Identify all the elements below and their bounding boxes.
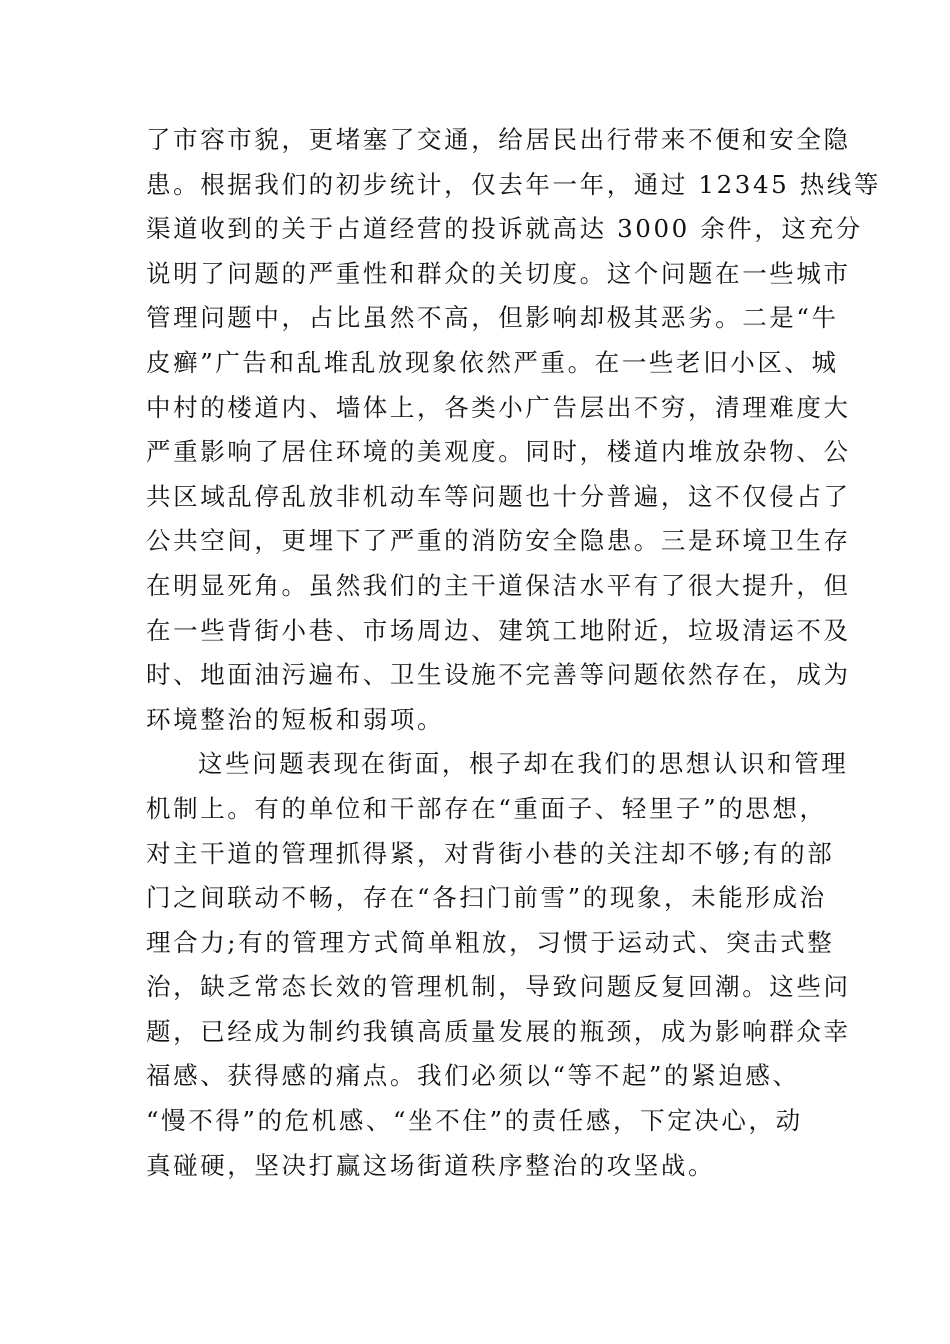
paragraph-2-line-4: 门之间联动不畅，存在“各扫门前雪”的现象，未能形成治 — [146, 883, 827, 913]
paragraph-1-line-12: 在一些背街小巷、市场周边、建筑工地附近，垃圾清运不及 — [146, 615, 851, 645]
paragraph-1-line-1: 了市容市貌，更堵塞了交通，给居民出行带来不便和安全隐 — [146, 125, 851, 154]
document-body — [146, 118, 882, 1188]
paragraph-2-line-7: 题，已经成为制约我镇高质量发展的瓶颈，成为影响群众幸 — [146, 1016, 851, 1046]
paragraph-1-line-5: 管理问题中，占比虽然不高，但影响却极其恶劣。二是“牛 — [146, 303, 839, 333]
paragraph-1-line-9: 共区域乱停乱放非机动车等问题也十分普遍，这不仅侵占了 — [146, 481, 851, 511]
paragraph-1-line-11: 在明显死角。虽然我们的主干道保洁水平有了很大提升，但 — [146, 570, 851, 600]
paragraph-1-line-2: 患。根据我们的初步统计，仅去年一年，通过 12345 热线等 — [146, 169, 882, 199]
paragraph-1-line-6: 皮癣”广告和乱堆乱放现象依然严重。在一些老旧小区、城 — [146, 347, 839, 377]
paragraph-2-line-5: 理合力;有的管理方式简单粗放，习惯于运动式、突击式整 — [146, 927, 835, 957]
paragraph-1-line-7: 中村的楼道内、墙体上，各类小广告层出不穷，清理难度大 — [146, 392, 851, 422]
paragraph-2-line-3: 对主干道的管理抓得紧，对背街小巷的关注却不够;有的部 — [146, 838, 835, 868]
paragraph-1-line-3: 渠道收到的关于占道经营的投诉就高达 3000 余件，这充分 — [146, 214, 863, 244]
paragraph-1-line-8: 严重影响了居住环境的美观度。同时，楼道内堆放杂物、公 — [146, 437, 851, 467]
paragraph-2-line-1: 这些问题表现在街面，根子却在我们的思想认识和管理 — [198, 749, 849, 779]
paragraph-1-line-14: 环境整治的短板和弱项。 — [146, 704, 445, 734]
paragraph-2-line-6: 治，缺乏常态长效的管理机制，导致问题反复回潮。这些问 — [146, 972, 851, 1002]
paragraph-1-line-10: 公共空间，更埋下了严重的消防安全隐患。三是环境卫生存 — [146, 526, 851, 556]
paragraph-2 — [146, 742, 851, 1188]
paragraph-1-line-13: 时、地面油污遍布、卫生设施不完善等问题依然存在，成为 — [146, 660, 851, 690]
paragraph-2-line-8: 福感、获得感的痛点。我们必须以“等不起”的紧迫感、 — [146, 1061, 800, 1091]
paragraph-1 — [146, 118, 882, 742]
paragraph-2-line-9: “慢不得”的危机感、“坐不住”的责任感，下定决心，动 — [146, 1106, 803, 1136]
paragraph-2-line-10: 真碰硬，坚决打赢这场街道秩序整治的攻坚战。 — [146, 1150, 716, 1180]
paragraph-2-line-2: 机制上。有的单位和干部存在“重面子、轻里子”的思想， — [146, 793, 827, 823]
paragraph-1-line-4: 说明了问题的严重性和群众的关切度。这个问题在一些城市 — [146, 258, 851, 288]
